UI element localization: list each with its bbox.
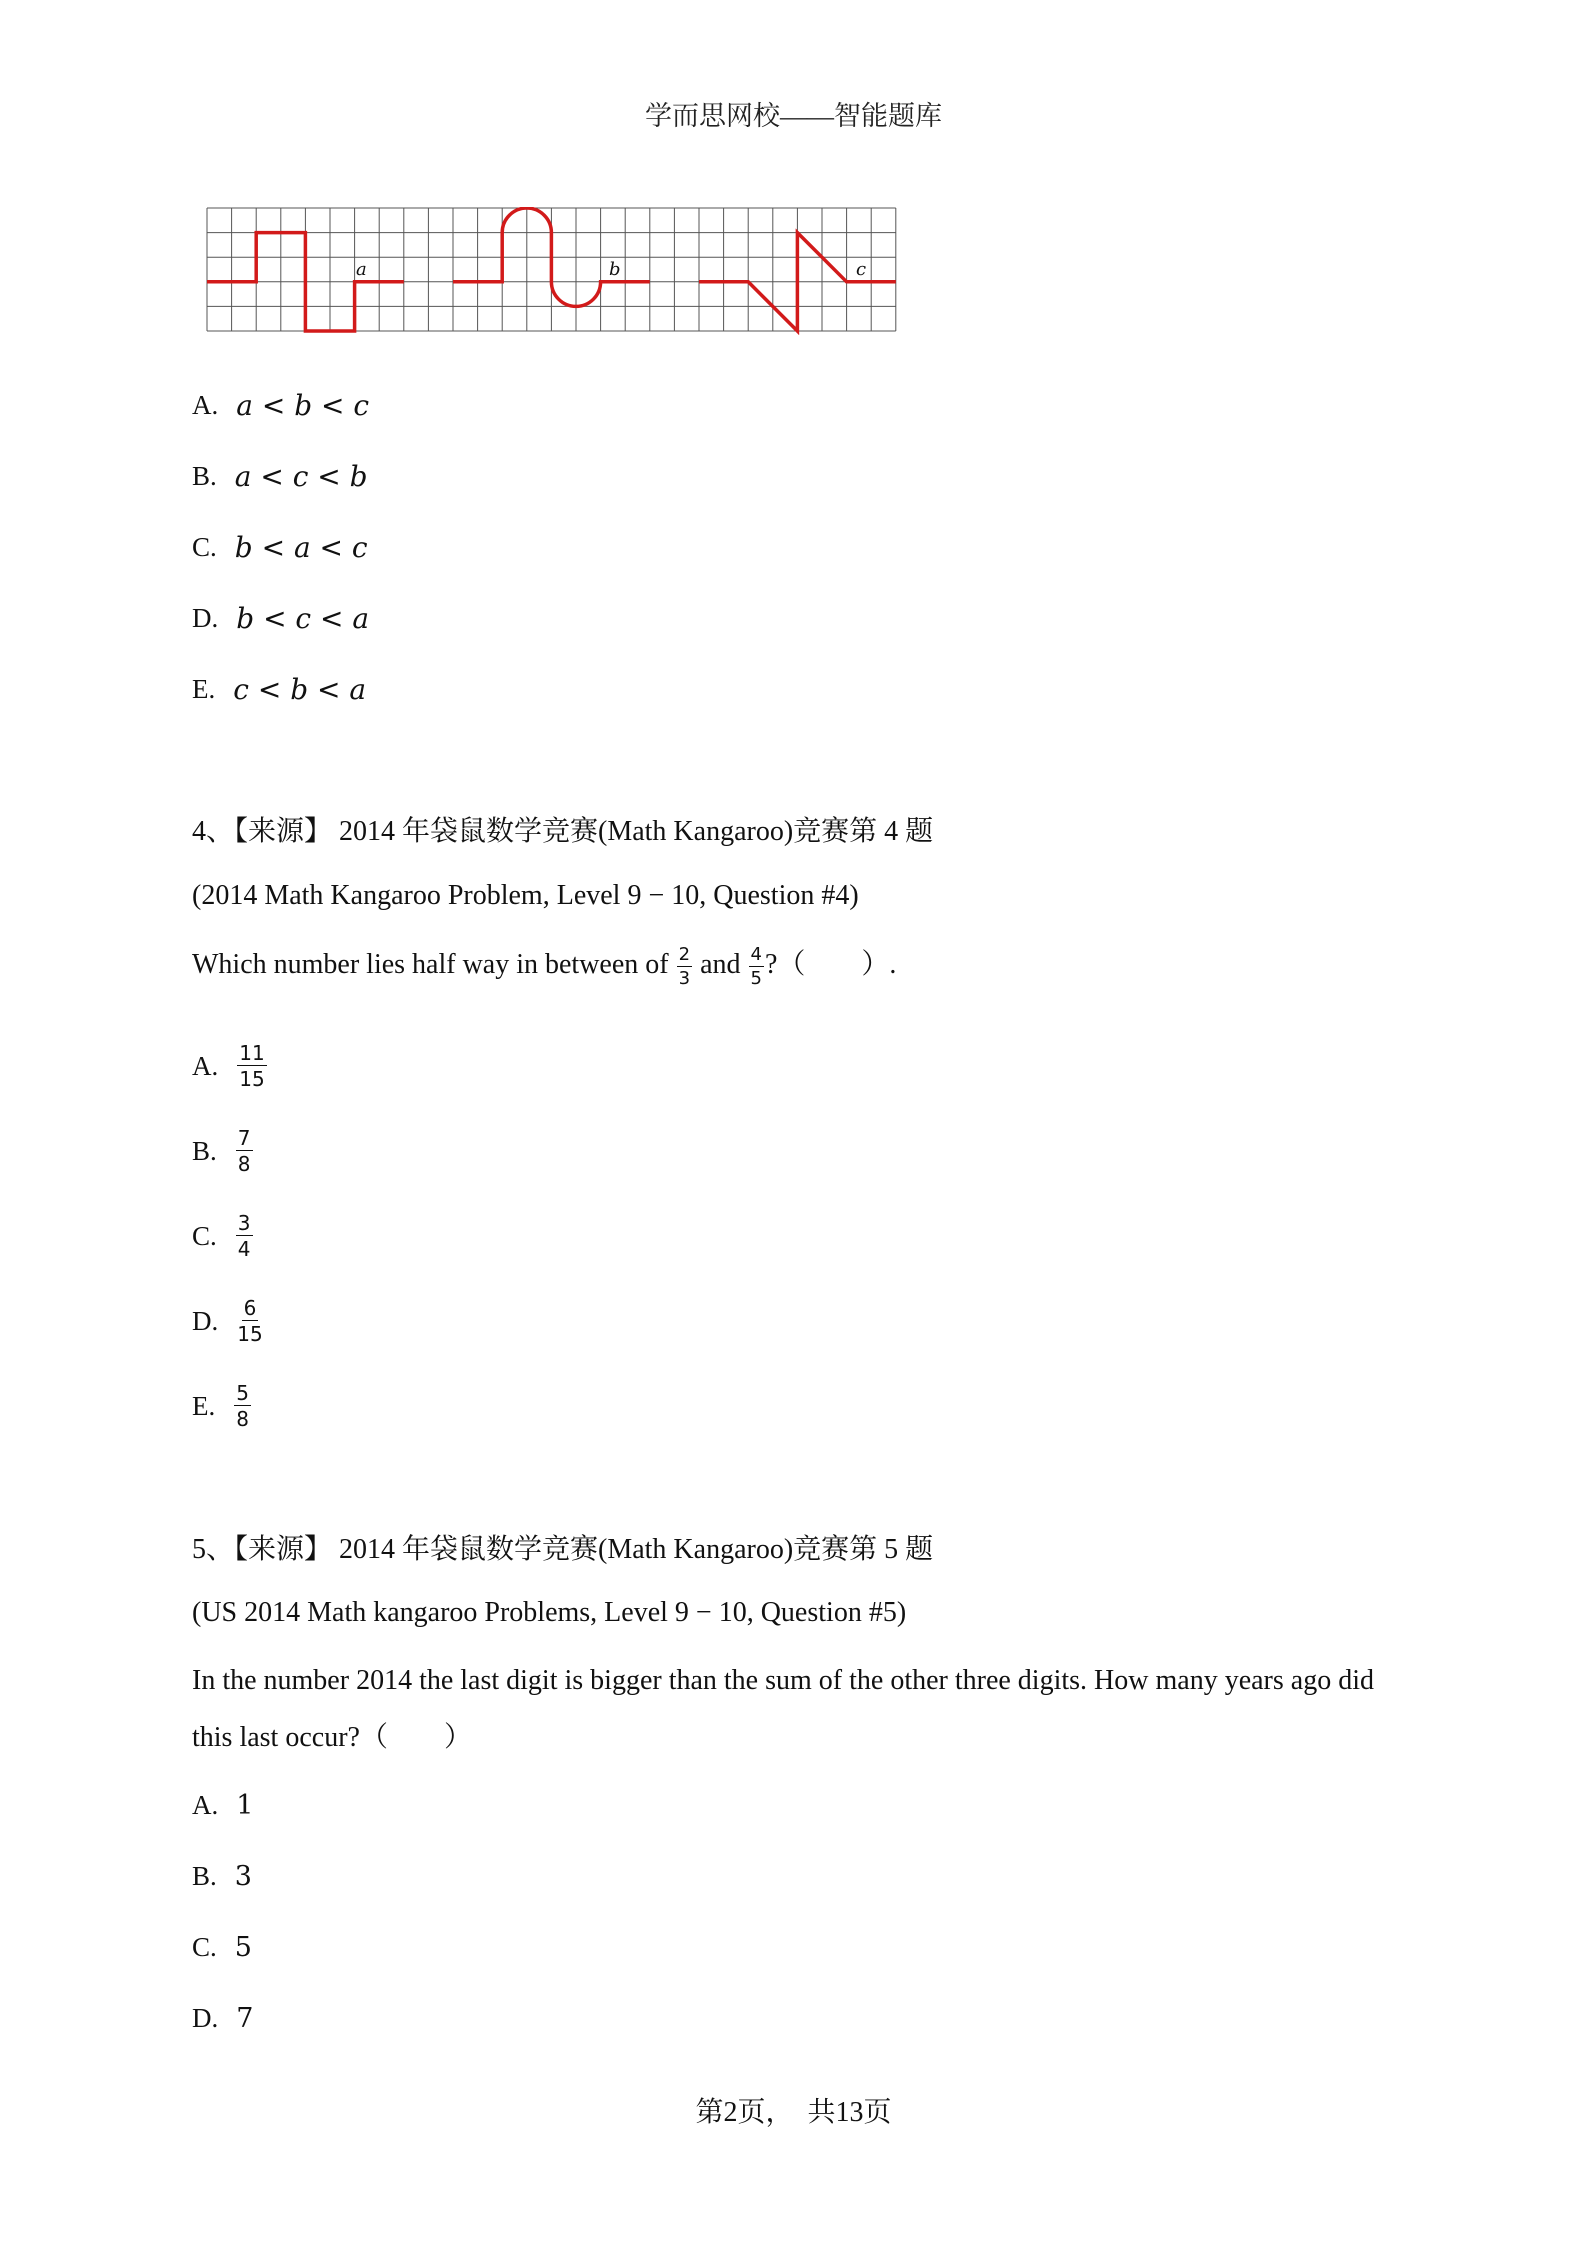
option-letter: C.	[192, 531, 217, 562]
fraction: $\frac{2}{3}$	[678, 943, 691, 989]
q4-question-text: and	[693, 949, 748, 980]
q5-option-c[interactable]	[192, 1927, 252, 1967]
q4-source: 4、【来源】 2014 年袋鼠数学竞赛(Math Kangaroo)竞赛第 4 题	[192, 816, 934, 847]
option-fraction: $\frac{5}{8}$	[236, 1381, 249, 1431]
q4-option-d[interactable]	[192, 1293, 264, 1349]
option-letter: B.	[192, 1135, 217, 1166]
q5-question-line2: this last occur?（ ）	[192, 1722, 472, 1753]
q3-option-d[interactable]	[192, 598, 369, 638]
option-value: 1	[236, 1789, 254, 1821]
option-letter: B.	[192, 460, 217, 491]
option-letter: E.	[192, 1390, 216, 1421]
q5-question-line1: In the number 2014 the last digit is bigger than the sum of the other three digits. How many years ago did	[192, 1665, 1374, 1696]
q3-option-c[interactable]	[192, 527, 368, 567]
option-fraction: $\frac{7}{8}$	[237, 1126, 251, 1176]
option-expression: a < b < c	[236, 388, 370, 422]
option-expression: b < a < c	[234, 530, 368, 564]
q4-question-text: ?（ ）.	[764, 949, 897, 980]
option-letter: D.	[192, 602, 219, 633]
q4-question-text: Which number lies half way in between of	[192, 949, 676, 980]
option-letter: D.	[192, 1305, 219, 1336]
option-value: 5	[234, 1931, 252, 1963]
option-letter: A.	[192, 1050, 219, 1081]
option-fraction: $\frac{11}{15}$	[239, 1041, 265, 1091]
q3-option-b[interactable]	[192, 456, 368, 496]
q4-subtitle: (2014 Math Kangaroo Problem, Level 9 − 10, Question #4)	[192, 880, 859, 911]
q5-option-a[interactable]	[192, 1785, 253, 1825]
option-letter: B.	[192, 1860, 217, 1891]
option-letter: A.	[192, 1789, 219, 1820]
option-expression: a < c < b	[234, 459, 368, 493]
option-expression: b < c < a	[236, 601, 370, 635]
option-letter: D.	[192, 2002, 219, 2033]
q3-option-a[interactable]	[192, 385, 369, 425]
grid-figure	[206, 207, 906, 335]
option-value: 3	[234, 1860, 252, 1892]
option-letter: C.	[192, 1220, 217, 1251]
page-footer: 第2页， 共13页	[695, 2097, 892, 2128]
q4-option-b[interactable]	[192, 1123, 254, 1179]
label-b: b	[609, 259, 621, 280]
q4-option-a[interactable]	[192, 1038, 268, 1094]
option-letter: C.	[192, 1931, 217, 1962]
option-fraction: $\frac{3}{4}$	[237, 1211, 251, 1261]
path-c	[699, 233, 896, 331]
q5-source: 5、【来源】 2014 年袋鼠数学竞赛(Math Kangaroo)竞赛第 5 题	[192, 1534, 934, 1565]
fraction: $\frac{4}{5}$	[750, 943, 762, 989]
label-c: c	[856, 259, 867, 280]
q5-option-b[interactable]	[192, 1856, 252, 1896]
option-expression: c < b < a	[233, 672, 367, 706]
q4-question	[192, 942, 896, 988]
label-a: a	[356, 259, 367, 280]
q3-option-e[interactable]	[192, 669, 366, 709]
option-fraction: $\frac{6}{15}$	[237, 1296, 263, 1346]
path-a	[207, 233, 404, 331]
q4-option-c[interactable]	[192, 1208, 254, 1264]
q5-option-d[interactable]	[192, 1998, 253, 2038]
q5-subtitle: (US 2014 Math kangaroo Problems, Level 9 − 10, Question #5)	[192, 1597, 907, 1628]
option-letter: A.	[192, 389, 219, 420]
option-letter: E.	[192, 673, 216, 704]
option-value: 7	[236, 2002, 254, 2034]
q4-option-e[interactable]	[192, 1378, 252, 1434]
page-header: 学而思网校——智能题库	[645, 101, 942, 131]
